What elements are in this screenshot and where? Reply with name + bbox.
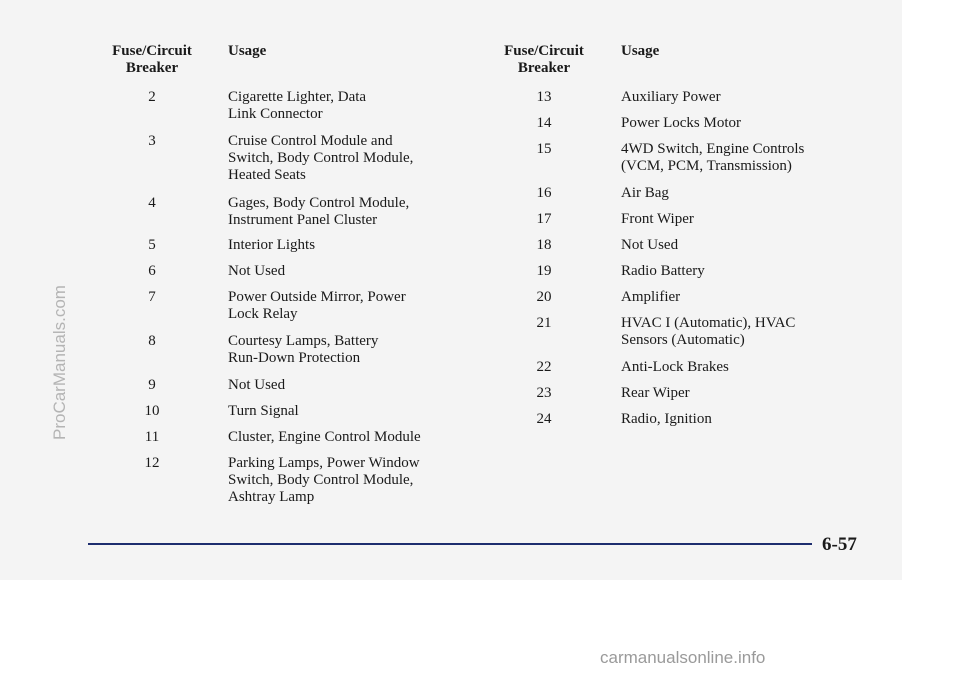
header-breaker-label: Breaker	[517, 60, 571, 76]
header-breaker-label: Breaker	[125, 60, 179, 76]
usage-line: Heated Seats	[228, 167, 306, 183]
fuse-usage	[196, 89, 458, 123]
table-row	[500, 315, 851, 349]
table-header-right	[500, 43, 860, 83]
fuse-number: 22	[536, 359, 552, 375]
fuse-number: 10	[144, 403, 160, 419]
fuse-usage	[196, 195, 458, 229]
table-row	[500, 263, 851, 280]
fuse-usage	[588, 211, 851, 228]
usage-line: Amplifier	[621, 289, 681, 305]
table-row	[108, 429, 458, 446]
footer-rule	[88, 543, 812, 545]
table-row	[500, 411, 851, 428]
fuse-usage	[196, 377, 458, 394]
usage-line: Cigarette Lighter, Data	[228, 89, 367, 105]
table-row	[108, 455, 458, 506]
header-fuse-label: Fuse/Circuit	[112, 43, 192, 59]
usage-line: (VCM, PCM, Transmission)	[621, 158, 792, 174]
usage-line: HVAC I (Automatic), HVAC	[621, 315, 796, 331]
table-row	[500, 359, 851, 376]
usage-line: Power Locks Motor	[621, 115, 741, 131]
page-number: 6-57	[822, 534, 857, 555]
table-row	[500, 237, 851, 254]
fuse-number: 12	[144, 455, 160, 471]
table-row	[108, 403, 458, 420]
fuse-number: 23	[536, 385, 552, 401]
table-header-left	[108, 43, 448, 83]
fuse-number: 15	[536, 141, 552, 157]
fuse-usage	[588, 185, 851, 202]
fuse-usage	[588, 263, 851, 280]
usage-line: Air Bag	[621, 185, 669, 201]
fuse-number: 19	[536, 263, 552, 279]
header-usage: Usage	[228, 43, 267, 59]
table-row	[108, 289, 458, 323]
header-fuse	[500, 43, 588, 83]
fuse-usage	[196, 403, 458, 420]
usage-line: Rear Wiper	[621, 385, 690, 401]
site-footer: carmanualsonline.info	[600, 648, 766, 667]
table-row	[108, 377, 458, 394]
fuse-usage	[196, 429, 458, 446]
table-row	[108, 237, 458, 254]
usage-line: Gages, Body Control Module,	[228, 195, 410, 211]
fuse-number: 14	[536, 115, 552, 131]
table-row	[500, 89, 851, 106]
header-usage: Usage	[621, 43, 660, 59]
fuse-table-left	[108, 43, 448, 505]
usage-line: Link Connector	[228, 106, 323, 122]
usage-line: Sensors (Automatic)	[621, 332, 745, 348]
table-row	[108, 333, 458, 367]
fuse-usage	[588, 411, 851, 428]
fuse-table-right	[500, 43, 860, 427]
usage-line: Anti-Lock Brakes	[621, 359, 729, 375]
usage-line: Lock Relay	[228, 306, 298, 322]
fuse-number: 21	[536, 315, 552, 331]
fuse-usage	[588, 89, 851, 106]
fuse-number: 6	[148, 263, 156, 279]
usage-line: Interior Lights	[228, 237, 316, 253]
fuse-usage	[196, 455, 458, 506]
fuse-usage	[196, 237, 458, 254]
fuse-number: 24	[536, 411, 552, 427]
usage-line: 4WD Switch, Engine Controls	[621, 141, 805, 157]
side-watermark: ProCarManuals.com	[50, 285, 69, 440]
fuse-number: 5	[148, 237, 156, 253]
table-row	[108, 195, 458, 229]
usage-line: Not Used	[228, 377, 286, 393]
header-fuse-label: Fuse/Circuit	[504, 43, 584, 59]
usage-line: Switch, Body Control Module,	[228, 472, 414, 488]
fuse-usage	[196, 289, 458, 323]
usage-line: Parking Lamps, Power Window	[228, 455, 420, 471]
fuse-usage	[196, 263, 458, 280]
usage-line: Front Wiper	[621, 211, 694, 227]
usage-line: Cluster, Engine Control Module	[228, 429, 421, 445]
fuse-number: 20	[536, 289, 552, 305]
table-row	[500, 185, 851, 202]
usage-line: Switch, Body Control Module,	[228, 150, 414, 166]
fuse-usage	[588, 141, 851, 175]
fuse-usage	[196, 333, 458, 367]
usage-line: Turn Signal	[228, 403, 299, 419]
fuse-number: 3	[148, 133, 156, 149]
fuse-number: 8	[148, 333, 156, 349]
table-row	[500, 141, 851, 175]
fuse-number: 11	[144, 429, 160, 445]
fuse-number: 13	[536, 89, 552, 105]
fuse-number: 4	[148, 195, 156, 211]
usage-line: Radio, Ignition	[621, 411, 712, 427]
fuse-usage	[588, 237, 851, 254]
table-row	[108, 263, 458, 280]
fuse-usage	[196, 133, 458, 184]
usage-line: Not Used	[621, 237, 679, 253]
table-row	[500, 115, 851, 132]
fuse-number: 9	[148, 377, 156, 393]
usage-line: Power Outside Mirror, Power	[228, 289, 406, 305]
fuse-number: 7	[148, 289, 156, 305]
fuse-usage	[588, 289, 851, 306]
usage-line: Ashtray Lamp	[228, 489, 315, 505]
fuse-usage	[588, 385, 851, 402]
usage-line: Run-Down Protection	[228, 350, 361, 366]
fuse-usage	[588, 115, 851, 132]
usage-line: Radio Battery	[621, 263, 705, 279]
usage-line: Courtesy Lamps, Battery	[228, 333, 379, 349]
fuse-number: 18	[536, 237, 552, 253]
fuse-number: 17	[536, 211, 552, 227]
fuse-number: 2	[148, 89, 156, 105]
usage-line: Cruise Control Module and	[228, 133, 393, 149]
table-row	[500, 289, 851, 306]
table-row	[108, 89, 458, 123]
usage-line: Not Used	[228, 263, 286, 279]
header-fuse	[108, 43, 196, 83]
usage-line: Auxiliary Power	[621, 89, 721, 105]
fuse-number: 16	[536, 185, 552, 201]
usage-line: Instrument Panel Cluster	[228, 212, 378, 228]
table-row	[500, 211, 851, 228]
fuse-usage	[588, 315, 851, 349]
fuse-usage	[588, 359, 851, 376]
table-row	[500, 385, 851, 402]
table-row	[108, 133, 458, 184]
